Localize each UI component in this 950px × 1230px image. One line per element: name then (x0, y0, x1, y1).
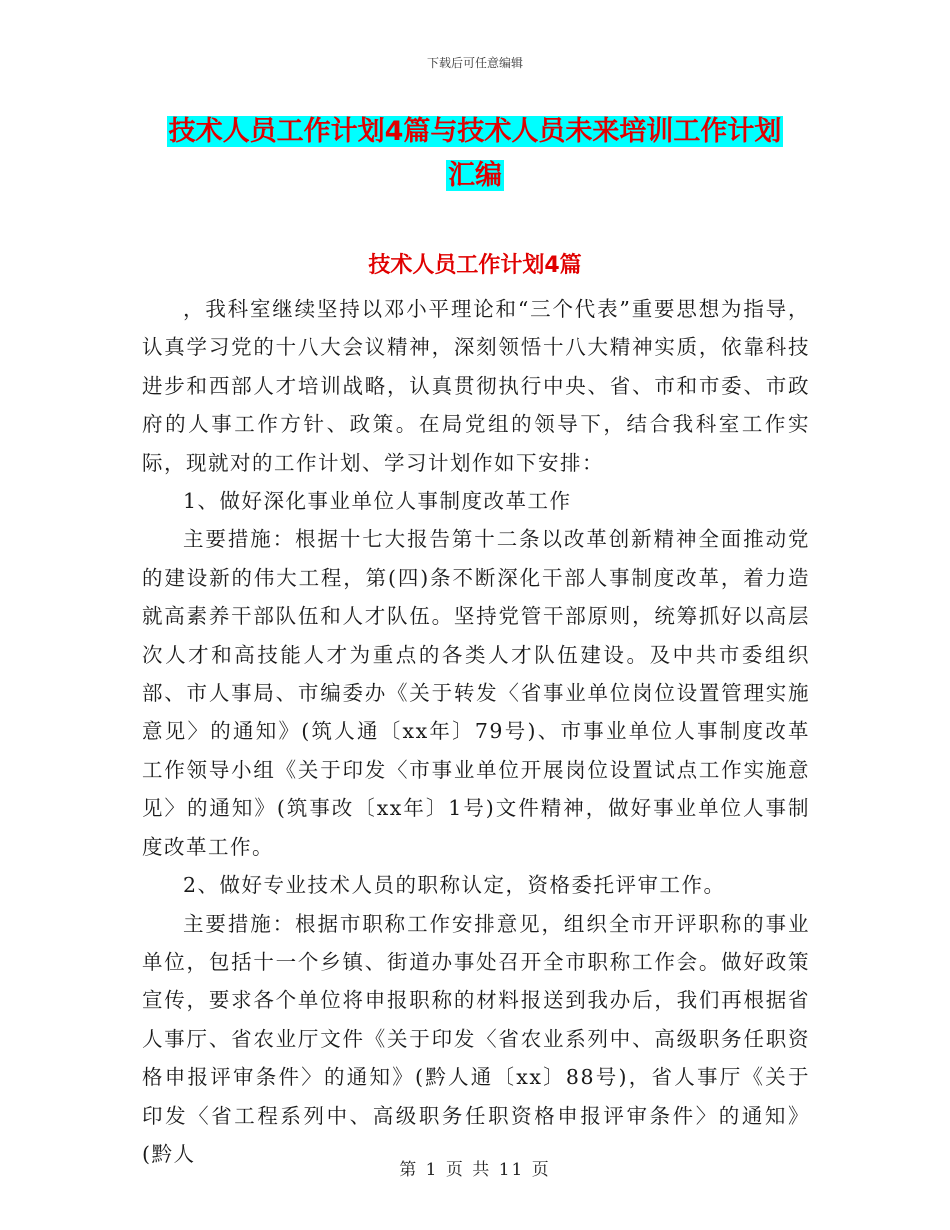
paragraph: ，我科室继续坚持以邓小平理论和“三个代表”重要思想为指导，认真学习党的十八大会议精神，深刻领悟十八大精神实质，依靠科技进步和西部人才培训战略，认真贯彻执行中央、省、市和市委、市政府的人事工作方针、政策。在局党组的领导下，结合我科室工作实际，现就对的工作计划、学习计划作如下安排： (142, 297, 810, 475)
paragraph: 主要措施：根据十七大报告第十二条以改革创新精神全面推动党的建设新的伟大工程，第(四)条不断深化干部人事制度改革，着力造就高素养干部队伍和人才队伍。坚持党管干部原则，统筹抓好以高层次人才和高技能人才为重点的各类人才队伍建设。及中共市委组织部、市人事局、市编委办《关于转发〈省事业单位岗位设置管理实施意见〉的通知》(筑人通〔xx年〕79号)、市事业单位人事制度改革工作领导小组《关于印发〈市事业单位开展岗位设置试点工作实施意见〉的通知》(筑事改〔xx年〕1号)文件精神，做好事业单位人事制度改革工作。 (142, 527, 810, 859)
paragraph: 主要措施：根据市职称工作安排意见，组织全市开评职称的事业单位，包括十一个乡镇、街道办事处召开全市职称工作会。做好政策宣传，要求各个单位将申报职称的材料报送到我办后，我们再根据省人事厅、省农业厅文件《关于印发〈省农业系列中、高级职务任职资格申报评审条件〉的通知》(黔人通〔xx〕88号)，省人事厅《关于印发〈省工程系列中、高级职务任职资格申报评审条件〉的通知》(黔人 (142, 911, 810, 1166)
document-title (140, 110, 810, 198)
document-title-line2: 汇编 (448, 160, 502, 191)
body-text (142, 290, 810, 1173)
document-title-line1: 技术人员工作计划4篇与技术人员未来培训工作计划 (168, 116, 782, 147)
section-title: 技术人员工作计划4篇 (368, 253, 582, 278)
paragraph: 2、做好专业技术人员的职称认定，资格委托评审工作。 (183, 873, 726, 898)
header-note: 下载后可任意编辑 (426, 56, 523, 70)
page-number: 第 1 页 共 11 页 (399, 1160, 551, 1180)
paragraph: 1、做好深化事业单位人事制度改革工作 (183, 489, 572, 514)
